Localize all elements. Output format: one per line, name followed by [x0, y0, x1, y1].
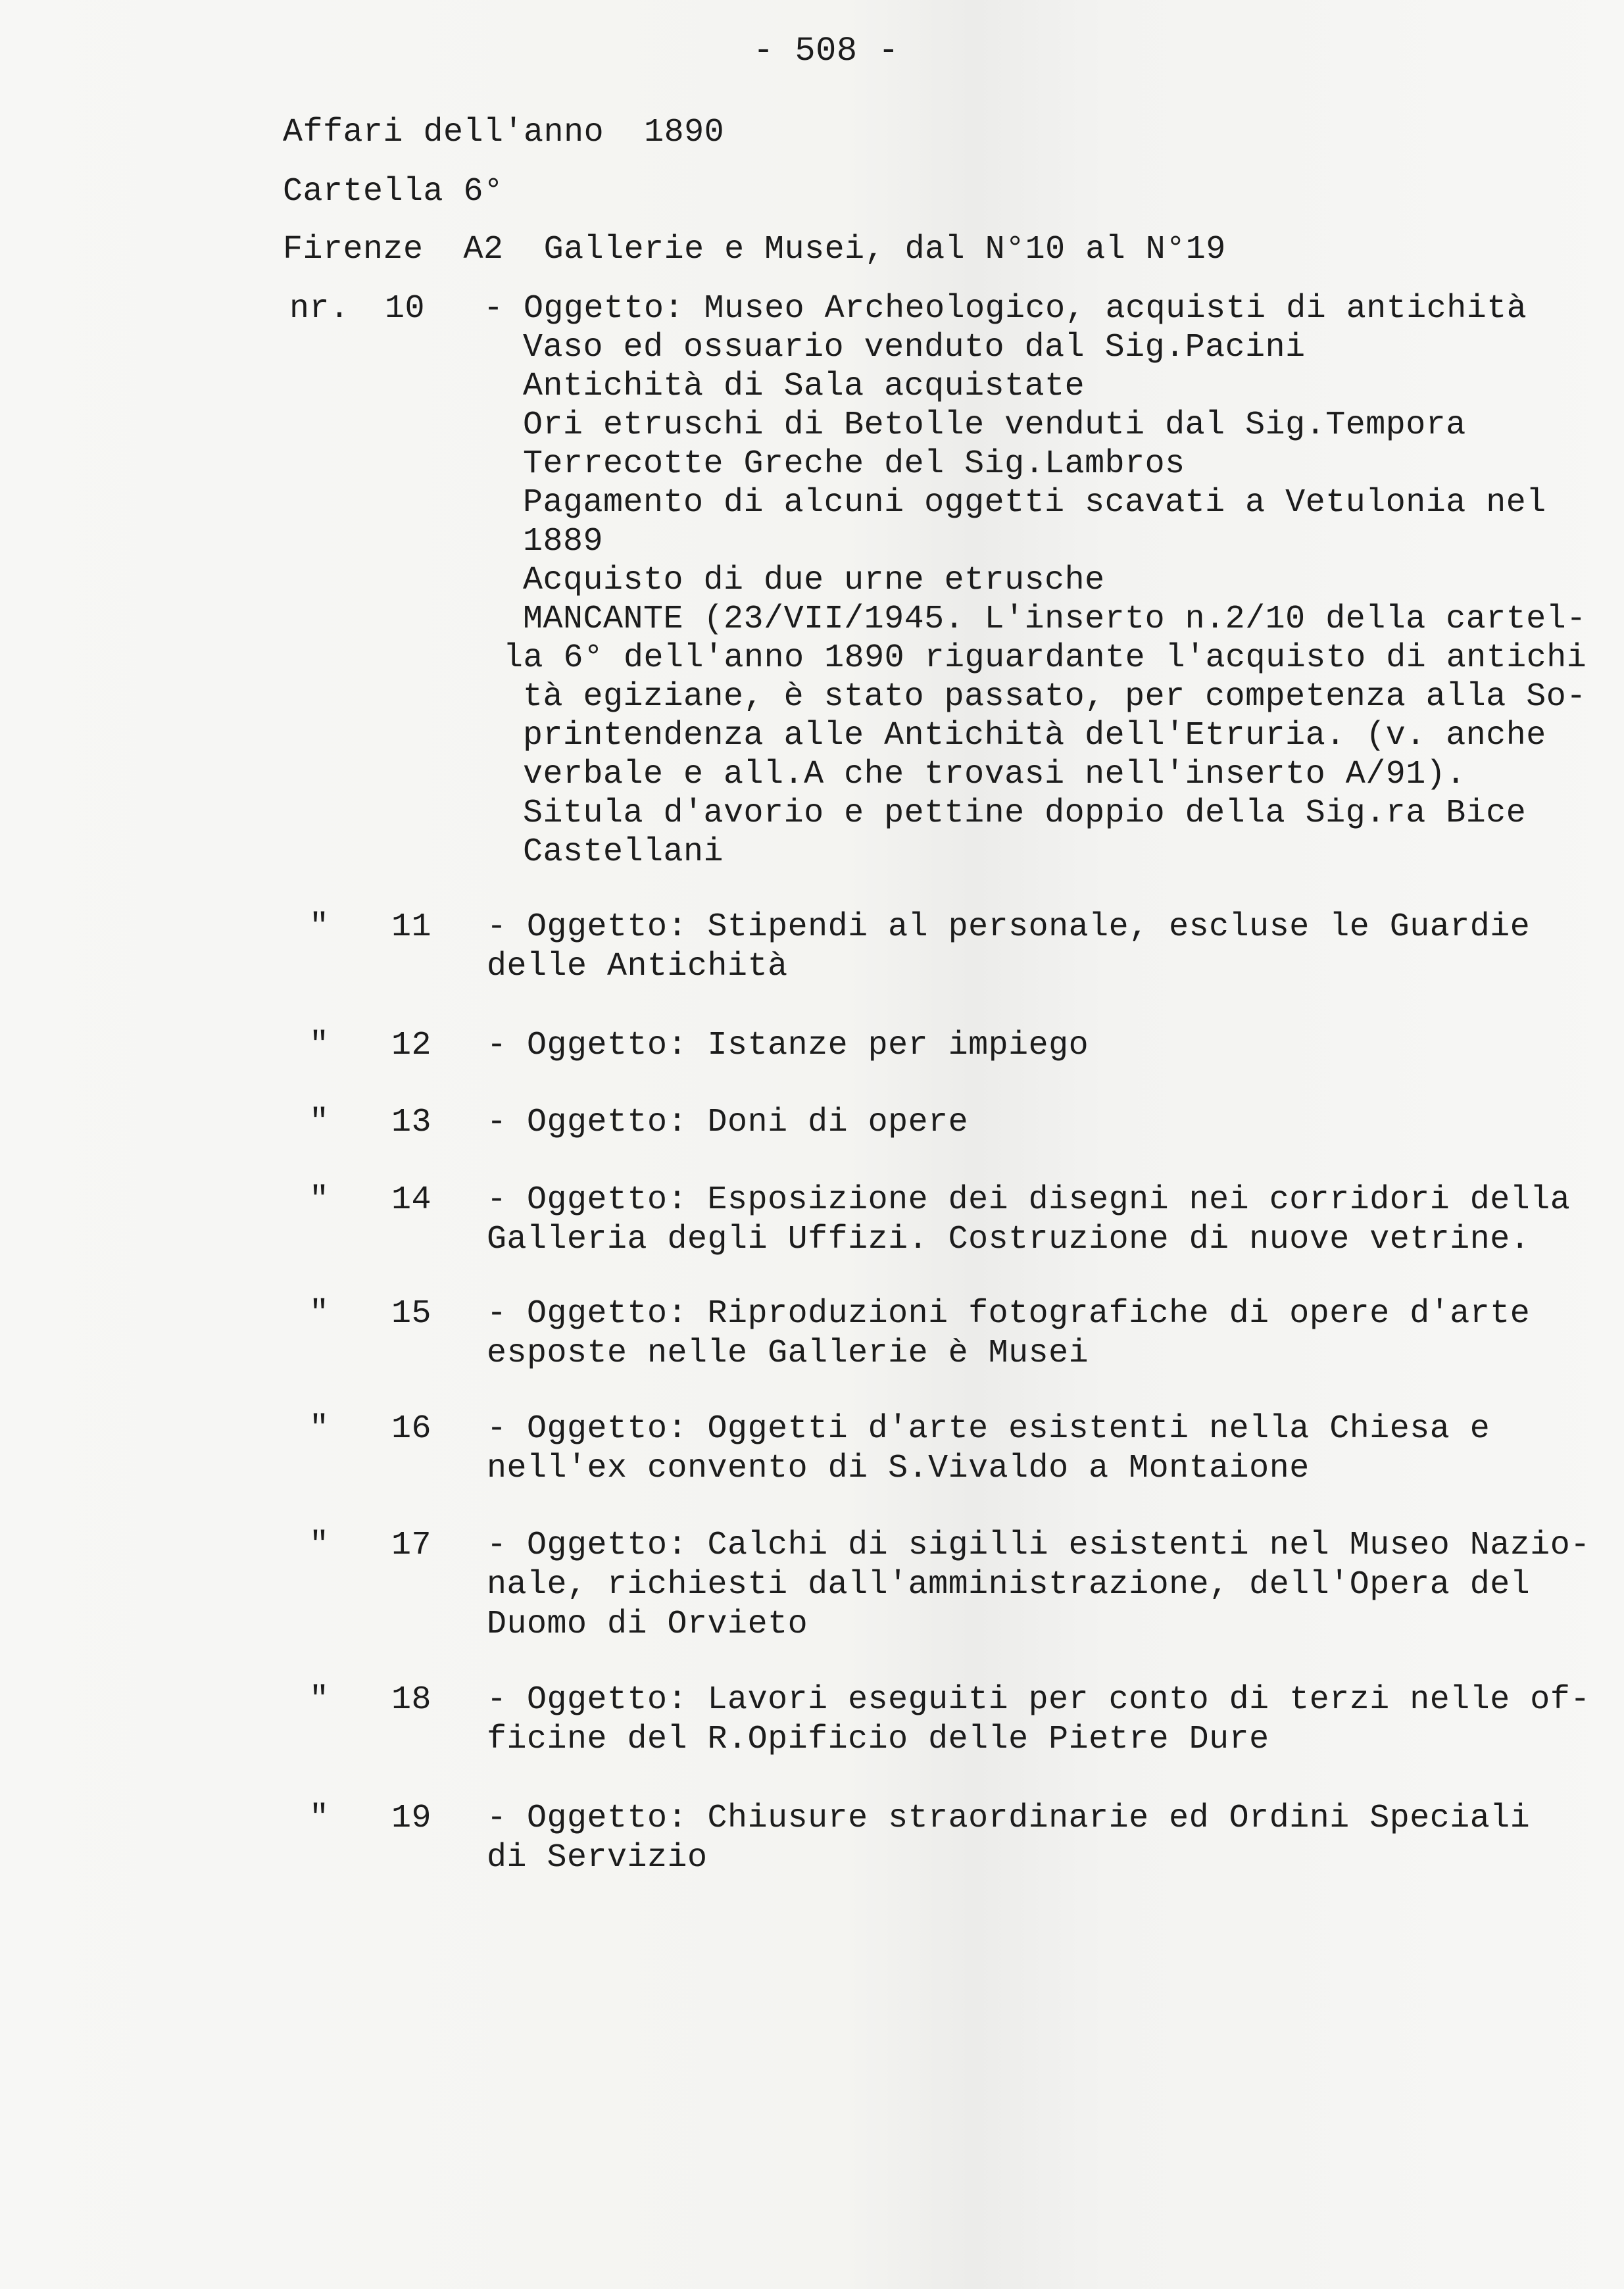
entry-number: 13 — [391, 1104, 432, 1141]
entry-number: 16 — [391, 1410, 432, 1448]
entry-line: Galleria degli Uffizi. Costruzione di nuove vetrine. — [487, 1221, 1531, 1258]
entry-number: 12 — [391, 1027, 432, 1064]
entry-line: MANCANTE (23/VII/1945. L'inserto n.2/10 della cartel- — [523, 601, 1587, 638]
header-folder-line: Cartella 6° — [283, 173, 504, 210]
entry-number: 17 — [391, 1527, 432, 1564]
entry-line: tà egiziane, è stato passato, per competenza alla So- — [523, 678, 1587, 716]
entry-line: 1889 — [523, 523, 604, 560]
entry-line: - Oggetto: Calchi di sigilli esistenti nel Museo Nazio- — [487, 1527, 1590, 1564]
entry-line: - Oggetto: Lavori eseguiti per conto di terzi nelle of- — [487, 1681, 1590, 1719]
entry-line: nell'ex convento di S.Vivaldo a Montaione — [487, 1450, 1310, 1487]
entry-line: nale, richiesti dall'amministrazione, dell'Opera del — [487, 1566, 1531, 1604]
entry-number: 11 — [391, 908, 432, 946]
entry-number: 14 — [391, 1181, 432, 1219]
header-subject-line: Firenze A2 Gallerie e Musei, dal N°10 al N°19 — [283, 231, 1226, 268]
entry-prefix: " — [309, 1410, 330, 1448]
entry-number: 19 — [391, 1800, 432, 1837]
entry-line: di Servizio — [487, 1839, 708, 1877]
entry-line: - Oggetto: Stipendi al personale, escluse le Guardie — [487, 908, 1531, 946]
page-number: - 508 - — [753, 32, 899, 70]
entry-line: delle Antichità — [487, 948, 788, 985]
entry-prefix: " — [309, 1527, 330, 1564]
entry-line: Duomo di Orvieto — [487, 1606, 808, 1643]
entry-line: Vaso ed ossuario venduto dal Sig.Pacini — [523, 329, 1306, 366]
entry-prefix: " — [309, 1181, 330, 1219]
entry-line: Castellani — [523, 833, 724, 871]
entry-line: Acquisto di due urne etrusche — [523, 562, 1105, 599]
entry-line: - Oggetto: Riproduzioni fotografiche di opere d'arte — [487, 1295, 1531, 1333]
entry-prefix: " — [309, 1800, 330, 1837]
entry-line: Ori etruschi di Betolle venduti dal Sig.Tempora — [523, 406, 1466, 444]
entry-prefix: " — [309, 1104, 330, 1141]
entry-line: la 6° dell'anno 1890 riguardante l'acquisto di antichi — [503, 639, 1587, 677]
entry-line: - Oggetto: Oggetti d'arte esistenti nella Chiesa e — [487, 1410, 1490, 1448]
entry-prefix: " — [309, 1681, 330, 1719]
entry-line: Terrecotte Greche del Sig.Lambros — [523, 445, 1185, 483]
entry-line: verbale e all.A che trovasi nell'inserto A/91). — [523, 756, 1466, 793]
entry-line: Pagamento di alcuni oggetti scavati a Vetulonia nel — [523, 484, 1546, 522]
entry-line: - Oggetto: Istanze per impiego — [487, 1027, 1089, 1064]
entry-number: 10 — [385, 290, 426, 328]
entry-line: - Oggetto: Doni di opere — [487, 1104, 969, 1141]
header-year-line: Affari dell'anno 1890 — [283, 114, 725, 151]
entry-line: printendenza alle Antichità dell'Etruria. (v. anche — [523, 717, 1546, 754]
entry-prefix: nr. — [289, 290, 350, 328]
entry-number: 18 — [391, 1681, 432, 1719]
entry-number: 15 — [391, 1295, 432, 1333]
entry-line: ficine del R.Opificio delle Pietre Dure — [487, 1721, 1269, 1758]
entry-line: Antichità di Sala acquistate — [523, 368, 1085, 405]
entry-line: - Oggetto: Chiusure straordinarie ed Ordini Speciali — [487, 1800, 1531, 1837]
entry-prefix: " — [309, 908, 330, 946]
entry-line: esposte nelle Gallerie è Musei — [487, 1335, 1089, 1372]
entry-line: - Oggetto: Museo Archeologico, acquisti di antichità — [483, 290, 1527, 328]
entry-line: - Oggetto: Esposizione dei disegni nei corridori della — [487, 1181, 1571, 1219]
entry-line: Situla d'avorio e pettine doppio della Sig.ra Bice — [523, 795, 1527, 832]
entry-prefix: " — [309, 1027, 330, 1064]
entry-prefix: " — [309, 1295, 330, 1333]
